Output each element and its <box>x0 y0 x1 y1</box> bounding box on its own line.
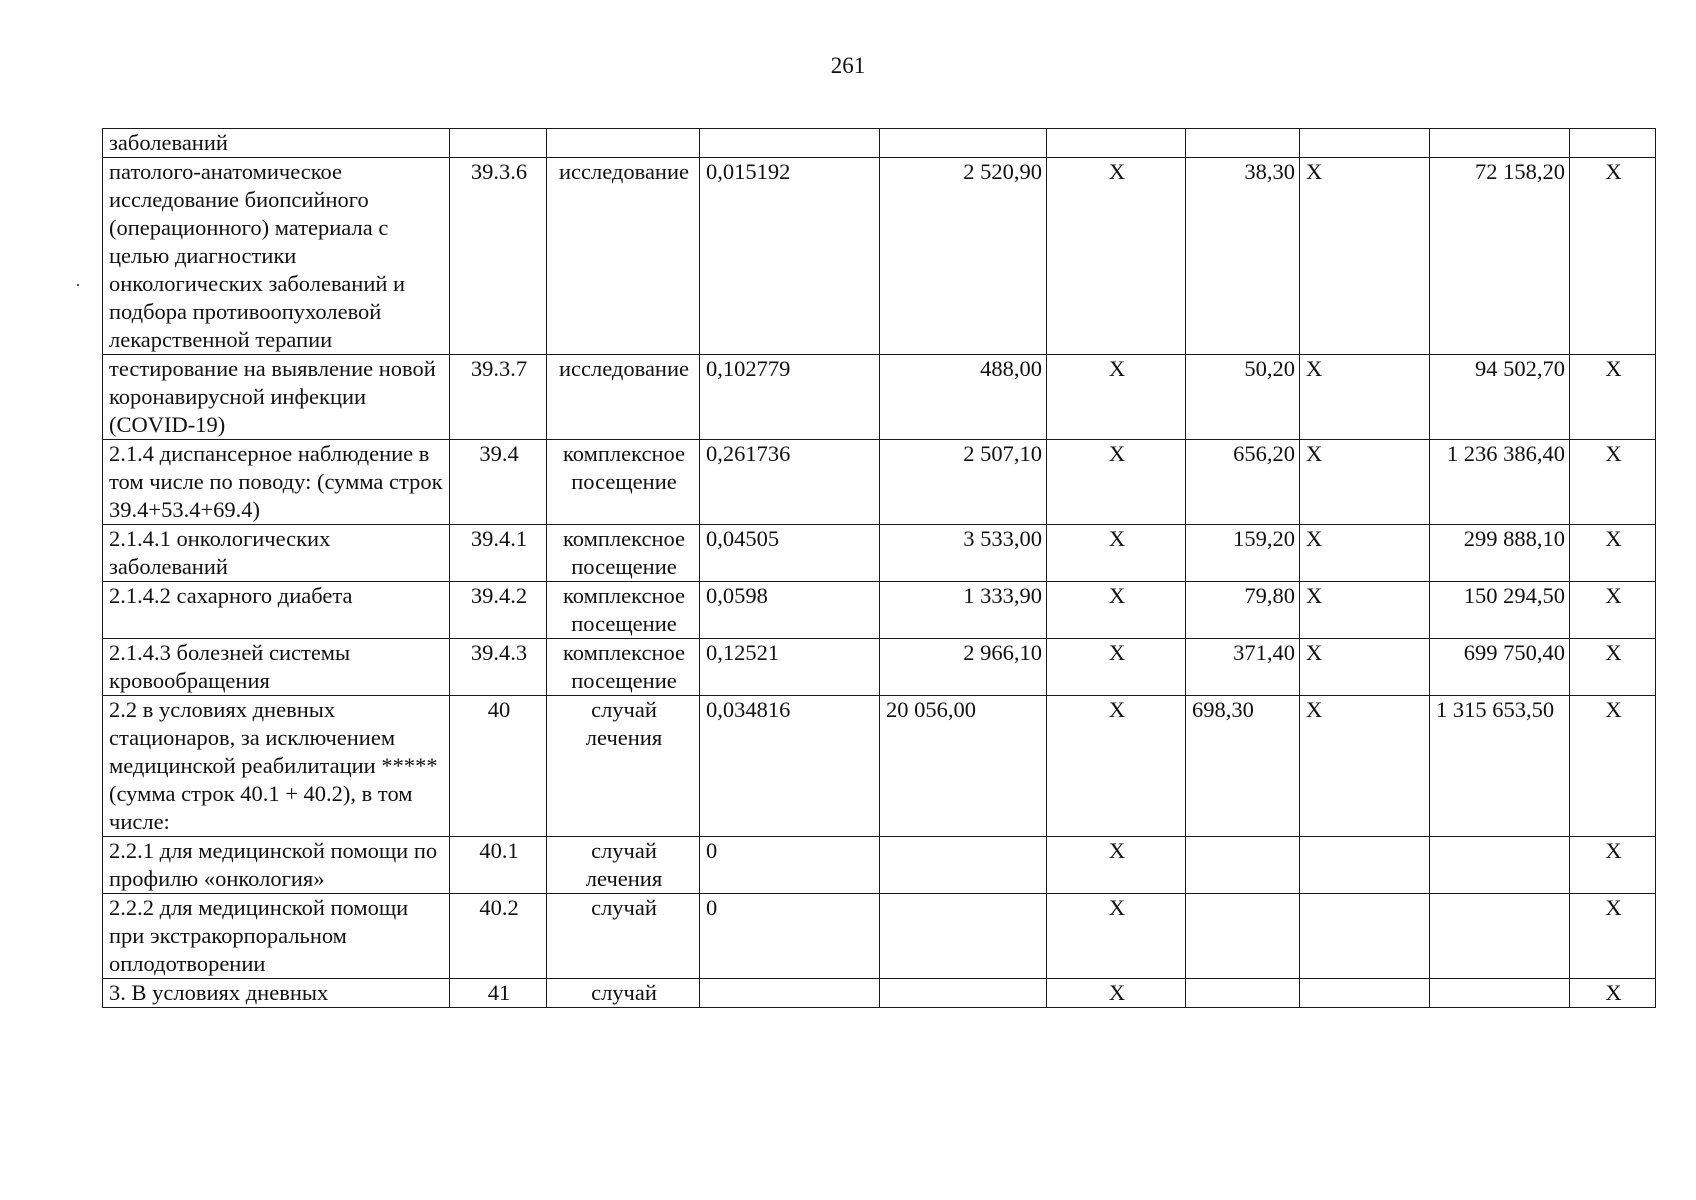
row-norm-cell: 0 <box>700 837 880 894</box>
row-unit-cell: исследование <box>547 355 700 440</box>
row-total-cell: 299 888,10 <box>1430 525 1570 582</box>
row-total-cell: 1 236 386,40 <box>1430 440 1570 525</box>
row-unit-cell: комплексное посещение <box>547 525 700 582</box>
row-unit-cell: случай <box>547 894 700 979</box>
row-mark-cell: Х <box>1047 979 1186 1008</box>
row-mark-cell: Х <box>1300 440 1430 525</box>
table-row <box>103 639 1656 696</box>
row-per-capita-cell: 698,30 <box>1186 696 1300 837</box>
row-code-cell: 39.4.2 <box>450 582 547 639</box>
row-mark-cell: Х <box>1300 158 1430 355</box>
row-cost-cell <box>880 979 1047 1008</box>
row-cost-cell: 2 507,10 <box>880 440 1047 525</box>
table-row <box>103 979 1656 1008</box>
row-unit-cell: случай лечения <box>547 696 700 837</box>
row-mark-cell: Х <box>1570 639 1656 696</box>
row-unit-cell: комплексное посещение <box>547 582 700 639</box>
row-mark-cell <box>1570 129 1656 158</box>
table-row <box>103 129 1656 158</box>
row-name-cell: 2.1.4.3 болезней системы кровообращения <box>103 639 450 696</box>
row-norm-cell: 0,261736 <box>700 440 880 525</box>
row-name-cell: патолого-анатомическое исследование биопсийного (операционного) материала с целью диагностики онкологических заболеваний и подбора противоопухолевой лекарственной терапии <box>103 158 450 355</box>
row-mark-cell: Х <box>1570 894 1656 979</box>
row-code-cell: 39.4.3 <box>450 639 547 696</box>
scan-speck <box>77 284 79 286</box>
row-norm-cell: 0,034816 <box>700 696 880 837</box>
row-mark-cell: Х <box>1300 355 1430 440</box>
row-mark-cell: Х <box>1570 582 1656 639</box>
row-unit-cell: исследование <box>547 158 700 355</box>
row-name-cell: 2.1.4.2 сахарного диабета <box>103 582 450 639</box>
row-mark-cell <box>1300 837 1430 894</box>
row-total-cell: 72 158,20 <box>1430 158 1570 355</box>
row-per-capita-cell <box>1186 894 1300 979</box>
row-name-cell: 2.2 в условиях дневных стационаров, за исключением медицинской реабилитации ***** (сумма строк 40.1 + 40.2), в том числе: <box>103 696 450 837</box>
row-code-cell: 39.4 <box>450 440 547 525</box>
row-code-cell: 40.1 <box>450 837 547 894</box>
row-unit-cell: случай лечения <box>547 837 700 894</box>
row-mark-cell <box>1300 129 1430 158</box>
row-per-capita-cell <box>1186 979 1300 1008</box>
table-row <box>103 525 1656 582</box>
row-norm-cell: 0,04505 <box>700 525 880 582</box>
row-name-cell: 2.2.1 для медицинской помощи по профилю «онкология» <box>103 837 450 894</box>
row-unit-cell: комплексное посещение <box>547 440 700 525</box>
row-mark-cell: Х <box>1570 837 1656 894</box>
row-code-cell: 40 <box>450 696 547 837</box>
row-code-cell: 40.2 <box>450 894 547 979</box>
table-row <box>103 440 1656 525</box>
row-mark-cell: Х <box>1300 525 1430 582</box>
row-mark-cell <box>1300 894 1430 979</box>
row-name-cell: 2.1.4.1 онкологических заболеваний <box>103 525 450 582</box>
row-norm-cell: 0,12521 <box>700 639 880 696</box>
norms-table <box>102 128 1656 1008</box>
row-mark-cell: Х <box>1570 158 1656 355</box>
row-cost-cell <box>880 837 1047 894</box>
row-norm-cell <box>700 129 880 158</box>
row-total-cell <box>1430 129 1570 158</box>
row-code-cell: 39.3.7 <box>450 355 547 440</box>
row-mark-cell: Х <box>1570 525 1656 582</box>
row-mark-cell <box>1047 129 1186 158</box>
row-cost-cell <box>880 129 1047 158</box>
row-per-capita-cell: 79,80 <box>1186 582 1300 639</box>
row-name-cell: тестирование на выявление новой коронавирусной инфекции (COVID-19) <box>103 355 450 440</box>
row-cost-cell: 2 966,10 <box>880 639 1047 696</box>
row-cost-cell: 3 533,00 <box>880 525 1047 582</box>
row-norm-cell <box>700 979 880 1008</box>
row-code-cell: 41 <box>450 979 547 1008</box>
row-mark-cell: Х <box>1570 355 1656 440</box>
row-per-capita-cell: 656,20 <box>1186 440 1300 525</box>
table-row <box>103 158 1656 355</box>
row-mark-cell: Х <box>1570 696 1656 837</box>
row-per-capita-cell: 371,40 <box>1186 639 1300 696</box>
row-total-cell: 94 502,70 <box>1430 355 1570 440</box>
row-total-cell <box>1430 837 1570 894</box>
row-per-capita-cell: 50,20 <box>1186 355 1300 440</box>
row-mark-cell: Х <box>1047 525 1186 582</box>
row-mark-cell: Х <box>1300 696 1430 837</box>
table-row <box>103 894 1656 979</box>
table-row <box>103 837 1656 894</box>
row-mark-cell: Х <box>1047 696 1186 837</box>
row-mark-cell: Х <box>1300 639 1430 696</box>
row-cost-cell <box>880 894 1047 979</box>
row-mark-cell <box>1300 979 1430 1008</box>
row-total-cell <box>1430 979 1570 1008</box>
table-row <box>103 582 1656 639</box>
row-cost-cell: 2 520,90 <box>880 158 1047 355</box>
row-name-cell: 3. В условиях дневных <box>103 979 450 1008</box>
row-cost-cell: 20 056,00 <box>880 696 1047 837</box>
row-mark-cell: Х <box>1570 979 1656 1008</box>
row-unit-cell <box>547 129 700 158</box>
page-number: 261 <box>830 53 866 78</box>
row-code-cell: 39.3.6 <box>450 158 547 355</box>
row-code-cell <box>450 129 547 158</box>
row-per-capita-cell <box>1186 837 1300 894</box>
row-mark-cell: Х <box>1047 355 1186 440</box>
row-mark-cell: Х <box>1047 582 1186 639</box>
row-unit-cell: комплексное посещение <box>547 639 700 696</box>
row-mark-cell: Х <box>1047 894 1186 979</box>
row-mark-cell: Х <box>1047 837 1186 894</box>
row-total-cell: 699 750,40 <box>1430 639 1570 696</box>
row-mark-cell: Х <box>1047 158 1186 355</box>
row-code-cell: 39.4.1 <box>450 525 547 582</box>
row-mark-cell: Х <box>1047 440 1186 525</box>
row-mark-cell: Х <box>1047 639 1186 696</box>
row-mark-cell: Х <box>1570 440 1656 525</box>
row-norm-cell: 0,0598 <box>700 582 880 639</box>
row-total-cell: 1 315 653,50 <box>1430 696 1570 837</box>
row-mark-cell: Х <box>1300 582 1430 639</box>
row-cost-cell: 1 333,90 <box>880 582 1047 639</box>
row-name-cell: 2.1.4 диспансерное наблюдение в том числе по поводу: (сумма строк 39.4+53.4+69.4) <box>103 440 450 525</box>
row-per-capita-cell: 38,30 <box>1186 158 1300 355</box>
row-norm-cell: 0,015192 <box>700 158 880 355</box>
row-norm-cell: 0 <box>700 894 880 979</box>
row-norm-cell: 0,102779 <box>700 355 880 440</box>
row-cost-cell: 488,00 <box>880 355 1047 440</box>
row-name-cell: 2.2.2 для медицинской помощи при экстракорпоральном оплодотворении <box>103 894 450 979</box>
row-per-capita-cell: 159,20 <box>1186 525 1300 582</box>
table-row <box>103 355 1656 440</box>
row-name-cell: заболеваний <box>103 129 450 158</box>
row-unit-cell: случай <box>547 979 700 1008</box>
row-total-cell: 150 294,50 <box>1430 582 1570 639</box>
row-total-cell <box>1430 894 1570 979</box>
row-per-capita-cell <box>1186 129 1300 158</box>
table-row <box>103 696 1656 837</box>
